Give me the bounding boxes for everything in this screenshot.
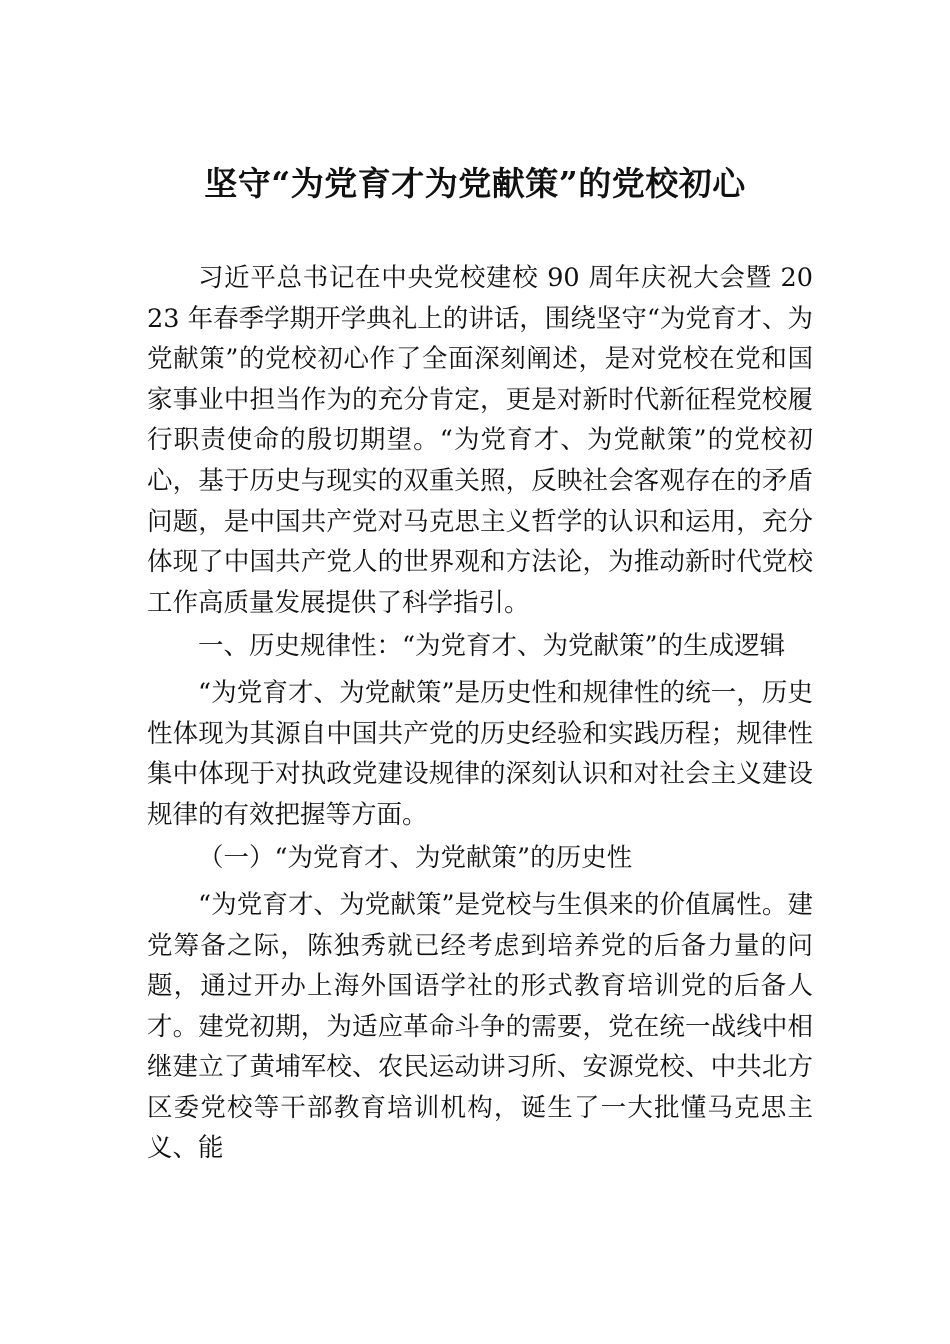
subsection-heading-1: （一）“为党育才、为党献策”的历史性 bbox=[198, 843, 633, 874]
intro-paragraph: 习近平总书记在中央党校建校 90 周年庆祝大会暨 2023 年春季学期开学典礼上的讲话，围绕坚守“为党育才、为党献策”的党校初心作了全面深刻阐述，是对党校在党和国家事业中担当作为的充分肯定，更是对新时代新征程党校履行职责使命的殷切期望。“为党育才、为党献策”的党校初心，基于历史与现实的双重关照，反映社会客观存在的矛盾问题，是中国共产党对马克思主义哲学的认识和运用，充分体现了中国共产党人的世界观和方法论，为推动新时代党校工作高质量发展提供了科学指引。 bbox=[147, 263, 813, 618]
document-body bbox=[147, 258, 813, 1169]
document-title: 坚守“为党育才为党献策”的党校初心 bbox=[204, 164, 746, 203]
section-1-paragraph: “为党育才、为党献策”是历史性和规律性的统一，历史性体现为其源自中国共产党的历史经验和实践历程；规律性集中体现于对执政党建设规律的深刻认识和对社会主义建设规律的有效把握等方面。 bbox=[147, 677, 813, 830]
section-heading-1: 一、历史规律性：“为党育才、为党献策”的生成逻辑 bbox=[198, 631, 786, 662]
subsection-1-paragraph: “为党育才、为党献策”是党校与生俱来的价值属性。建党筹备之际，陈独秀就已经考虑到培养党的后备力量的问题，通过开办上海外国语学社的形式教育培训党的后备人才。建党初期，为适应革命斗争的需要，党在统一战线中相继建立了黄埔军校、农民运动讲习所、安源党校、中共北方区委党校等干部教育培训机构，诞生了一大批懂马克思主义、能 bbox=[147, 889, 813, 1164]
